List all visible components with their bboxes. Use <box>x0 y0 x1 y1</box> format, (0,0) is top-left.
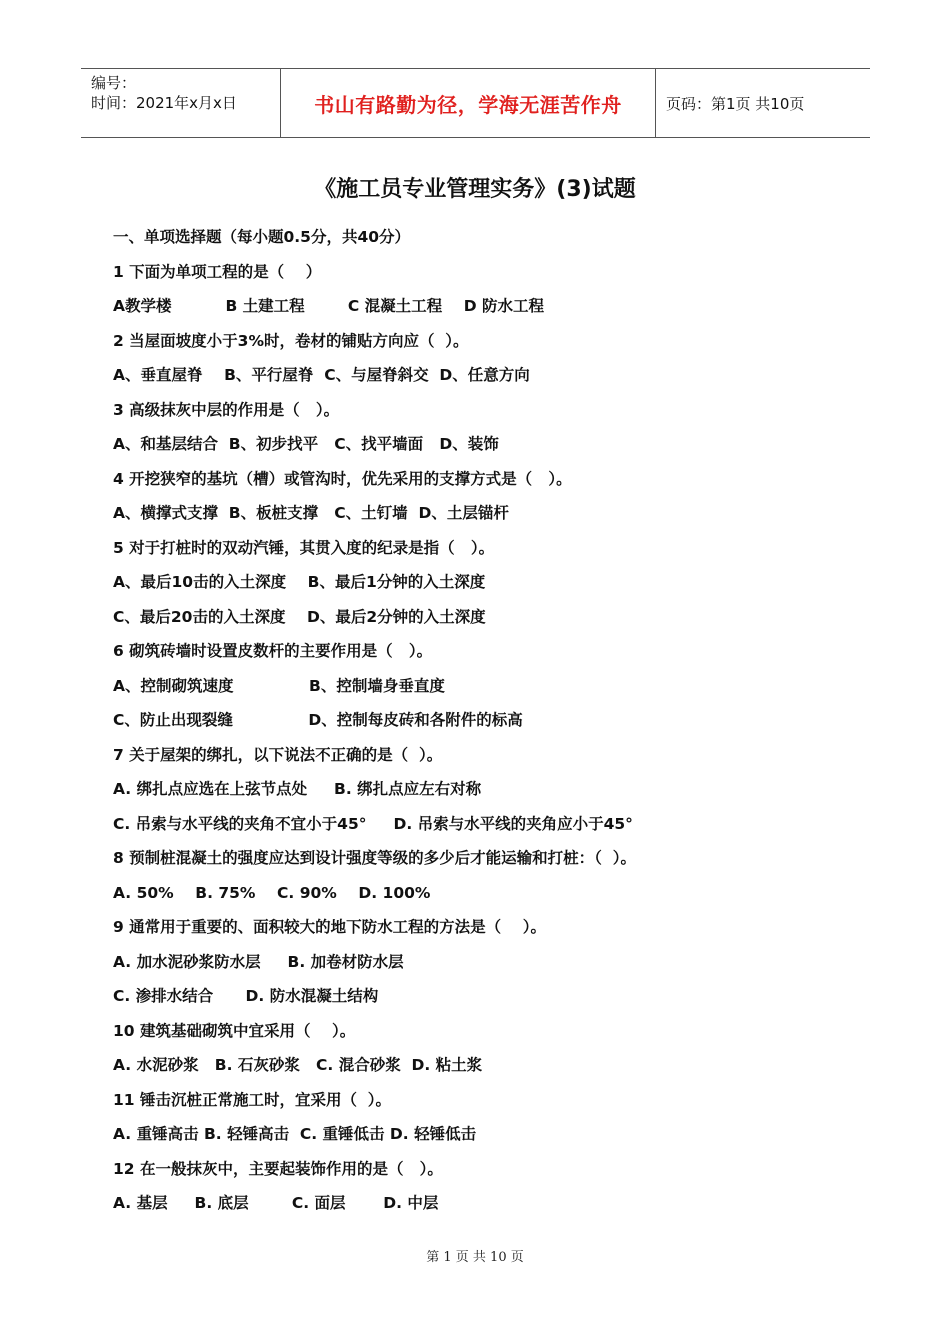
question-line: 9 通常用于重要的、面积较大的地下防水工程的方法是（ ）。 <box>113 918 547 936</box>
question-line: 7 关于屋架的绑扎，以下说法不正确的是（ ）。 <box>113 745 443 764</box>
question-line: 2 当屋面坡度小于3%时，卷材的铺贴方向应（ ）。 <box>113 331 469 350</box>
header-motto-cell <box>281 69 656 137</box>
options-line: A、横撑式支撑 B、板桩支撑 C、土钉墙 D、土层锚杆 <box>113 504 509 522</box>
question-line: 12 在一般抹灰中，主要起装饰作用的是（ ）。 <box>113 1159 443 1178</box>
question-line: 5 对于打桩时的双动汽锤，其贯入度的纪录是指（ ）。 <box>113 538 495 557</box>
options-line: A. 50% B. 75% C. 90% D. 100% <box>113 883 431 902</box>
question-line: 4 开挖狭窄的基坑（槽）或管沟时，优先采用的支撑方式是（ ）。 <box>113 469 572 488</box>
question-line: 1 下面为单项工程的是（ ） <box>113 262 322 281</box>
motto-text: 书山有路勤为径，学海无涯苦作舟 <box>314 92 622 117</box>
options-line: A、最后10击的入土深度 B、最后1分钟的入土深度 <box>113 573 486 591</box>
page-title: 《施工员专业管理实务》(3)试题 <box>314 177 636 202</box>
options-line: A、和基层结合 B、初步找平 C、找平墙面 D、装饰 <box>113 435 499 453</box>
options-line: A. 加水泥砂浆防水层 B. 加卷材防水层 <box>113 952 404 971</box>
options-line: A教学楼 B 土建工程 C 混凝土工程 D 防水工程 <box>113 297 544 315</box>
options-line: C、最后20击的入土深度 D、最后2分钟的入土深度 <box>113 607 486 626</box>
date-label: 时间：2021年x月x日 <box>91 94 237 112</box>
options-line: A、垂直屋脊 B、平行屋脊 C、与屋脊斜交 D、任意方向 <box>113 366 530 384</box>
options-line: A. 重锤高击 B. 轻锤高击 C. 重锤低击 D. 轻锤低击 <box>113 1125 477 1143</box>
options-line: A、控制砌筑速度 B、控制墙身垂直度 <box>113 676 445 695</box>
number-label: 编号： <box>91 74 137 92</box>
section-heading: 一、单项选择题（每小题0.5分，共40分） <box>113 228 411 246</box>
question-line: 10 建筑基础砌筑中宜采用（ ）。 <box>113 1021 356 1040</box>
options-line: A. 基层 B. 底层 C. 面层 D. 中层 <box>113 1194 439 1212</box>
question-body <box>113 226 873 1227</box>
options-line: C. 渗排水结合 D. 防水混凝土结构 <box>113 987 379 1005</box>
question-line: 6 砌筑砖墙时设置皮数杆的主要作用是（ ）。 <box>113 642 433 660</box>
document-header <box>81 68 870 138</box>
header-page-info <box>656 69 870 137</box>
page-footer: 第 1 页 共 10 页 <box>426 1250 524 1265</box>
page-info-text: 页码：第1页 共10页 <box>666 94 805 113</box>
options-line: A. 水泥砂浆 B. 石灰砂浆 C. 混合砂浆 D. 粘土浆 <box>113 1056 483 1074</box>
options-line: C、防止出现裂缝 D、控制每皮砖和各附件的标高 <box>113 711 523 729</box>
question-line: 3 高级抹灰中层的作用是（ ）。 <box>113 400 340 419</box>
header-meta <box>81 69 281 137</box>
options-line: A. 绑扎点应选在上弦节点处 B. 绑扎点应左右对称 <box>113 780 482 798</box>
options-line: C. 吊索与水平线的夹角不宜小于45° D. 吊索与水平线的夹角应小于45° <box>113 814 633 833</box>
question-line: 8 预制桩混凝土的强度应达到设计强度等级的多少后才能运输和打桩：（ ）。 <box>113 849 636 867</box>
question-line: 11 锤击沉桩正常施工时，宜采用（ ）。 <box>113 1090 392 1109</box>
